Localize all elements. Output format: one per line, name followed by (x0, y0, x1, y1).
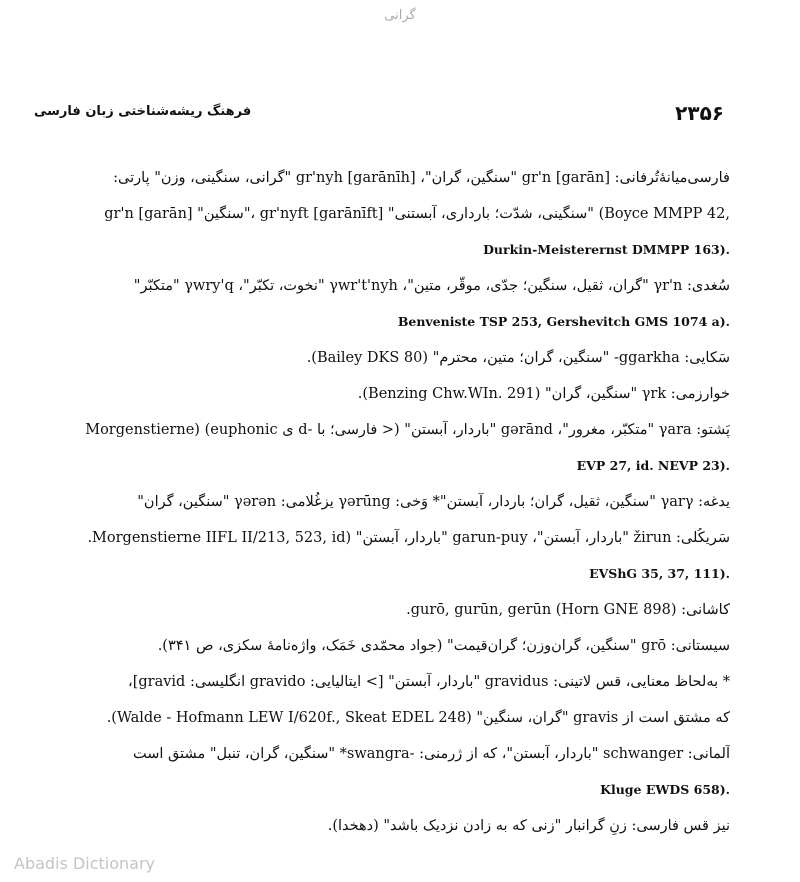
entry-line: فارسی‌میانهٔ‌تُرفانی: gr'n [garān] "سنگین، گران"، gr'nyh [garānīh] "گرانی، سنگینی، وزن" پارتی: (113, 170, 730, 186)
entry-line: سَریکُلی: žirun "باردار، آبستن"، garun-puy "باردار، آبستن" (Morgenstierne IIFL II/213, 523, id. (87, 530, 730, 546)
book-title: فرهنگ ریشه‌شناختی زبان فارسی (34, 104, 252, 119)
entry-line: Durkin-Meisterernst DMMPP 163). (483, 242, 730, 257)
entry-line: Benveniste TSP 253, Gershevitch GMS 1074 a). (397, 314, 730, 329)
running-head (34, 101, 724, 132)
entry-line: خوارزمی: γrk "سنگین، گران" (Benzing Chw.WIn. 291). (357, 386, 730, 402)
entry-line: gr'n [garān] "سنگین"، gr'nyft [garānīft] "سنگینی، شدّت؛ بارداری، آبستنی" (Boyce MMPP 42, (104, 206, 730, 222)
footnote-line: آلمانی: schwanger "باردار، آبستن"، که از ژرمنی: -swangra* "سنگین، گران، تنبل" مشتق است (133, 746, 730, 762)
entry-line: کاشانی: gurō, gurūn, gerūn (Horn GNE 898). (406, 602, 730, 618)
entry-line: EVP 27, id. NEVP 23). (576, 458, 730, 473)
page-title: گرانی (384, 8, 416, 23)
page-number: ۲۳۵۶ (675, 101, 724, 125)
entry-line: سیستانی: grō "سنگین، گران‌وزن؛ گران‌قیمت" (جواد محمّدی خَمَک، واژه‌نامهٔ سکزی، ص ۳۴۱). (157, 638, 730, 654)
entry-line: یدغه: γarγ "سنگین، ثقیل، گران؛ باردار، آبستن"* وَخی: γərūng یزغُلامی: γərən "سنگین، گران" (137, 494, 730, 510)
footnote-line: نیز قس فارسی: زنِ گرانبار "زنی که به زادن نزدیک باشد" (دهخدا). (327, 818, 730, 834)
entry-line: EVShG 35, 37, 111). (589, 566, 730, 581)
footnote-line: که مشتق است از gravis "گران، سنگین" (Walde - Hofmann LEW I/620f., Skeat EDEL 248). (106, 710, 730, 726)
footnote-line: Kluge EWDS 658). (600, 782, 730, 797)
entry-line: پَشتو: γara "متکبّر، مغرور"، gərānd "باردار، آبستن" (< فارسی؛ با -d ی euphonic) (Morgenstierne (85, 422, 730, 438)
watermark: Abadis Dictionary (14, 854, 155, 873)
entry-line: سَکایی: ggarkha- "سنگین، گران؛ متین، محترم" (Bailey DKS 80). (306, 350, 730, 366)
entry-body (30, 168, 730, 852)
footnote-line: * به‌لحاظ معنایی، قس لاتینی: gravidus "باردار، آبستن" [> ایتالیایی: gravido انگلیسی: gravid]، (128, 674, 730, 690)
entry-line: سُغدی: γr'n "گران، ثقیل، سنگین؛ جدّی، موقّر، متین"، γwr't'nyh "نخوت، تکبّر"، γwry'q "متکبّر" (133, 278, 730, 294)
